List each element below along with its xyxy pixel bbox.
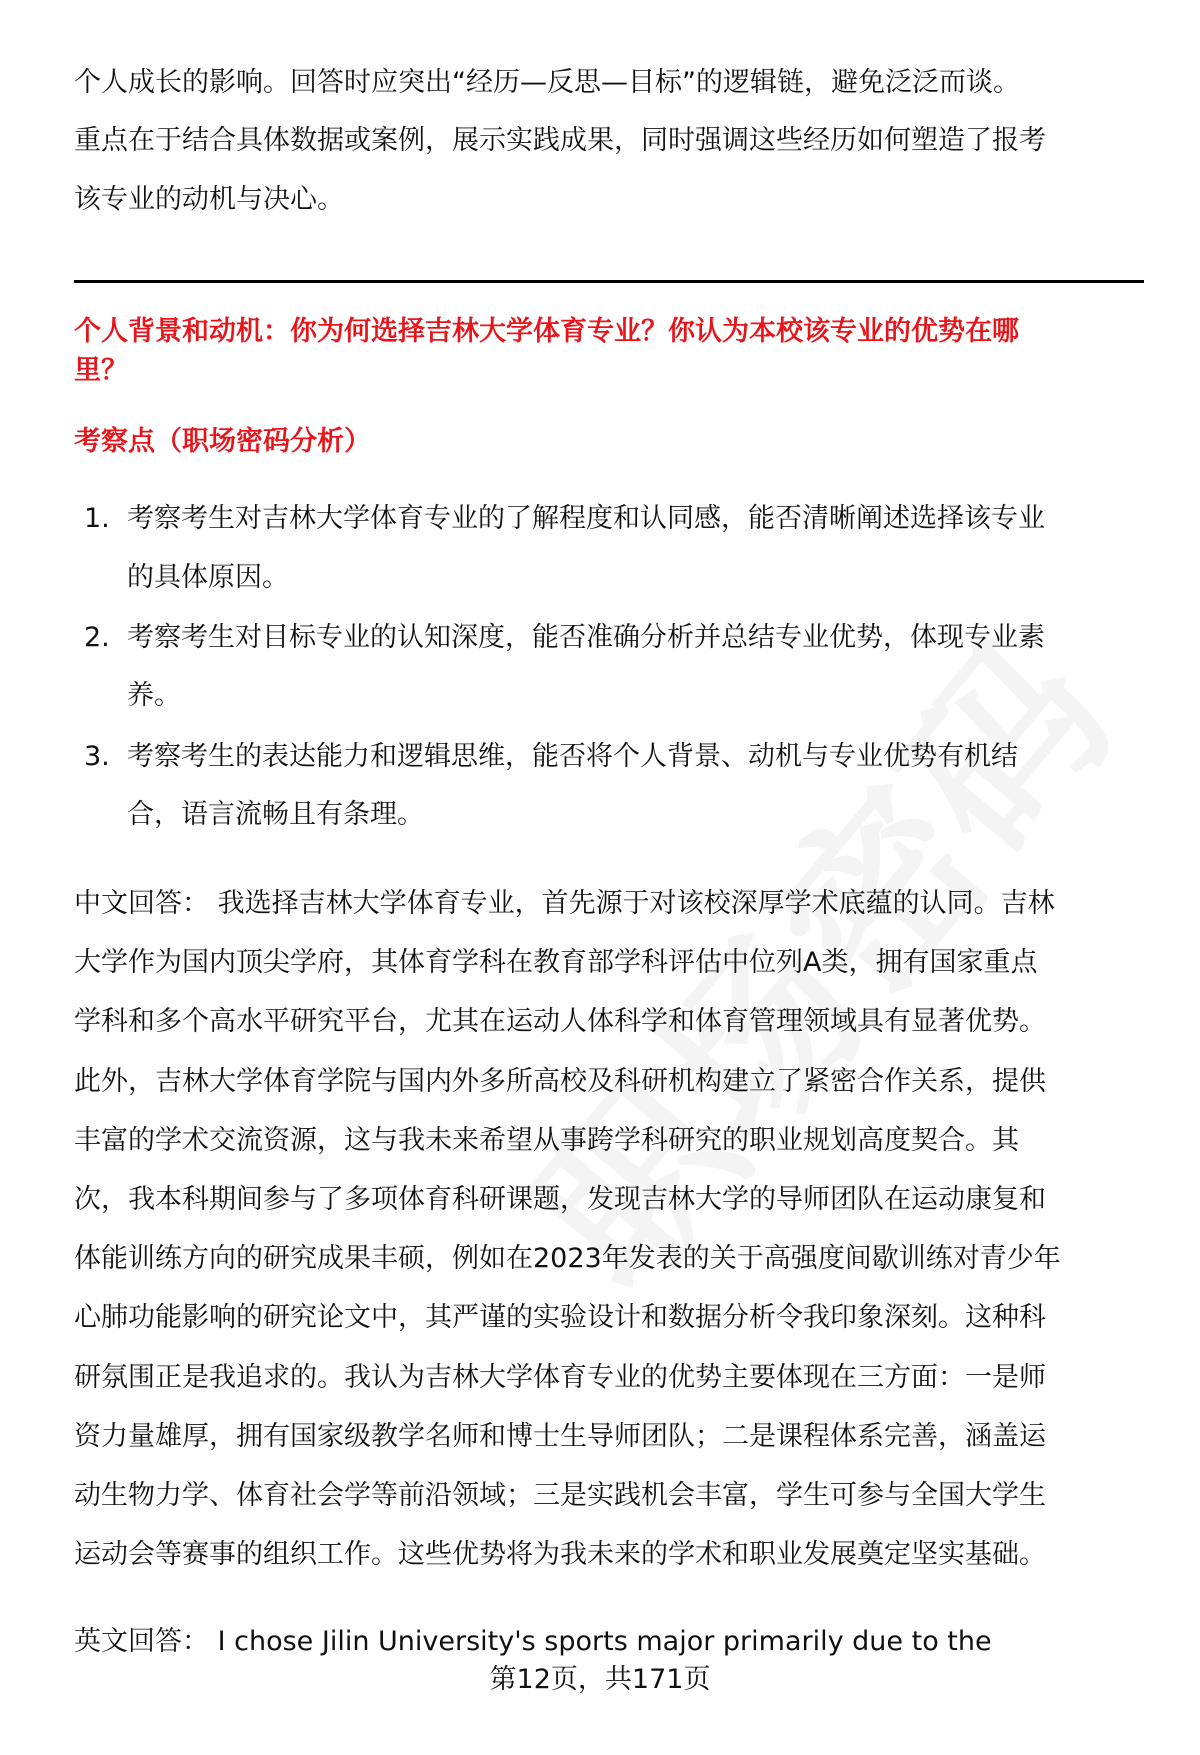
intro-line: 重点在于结合具体数据或案例，展示实践成果，同时强调这些经历如何塑造了报考 — [74, 125, 1046, 156]
chinese-answer-line: 资力量雄厚，拥有国家级教学名师和博士生导师团队；二是课程体系完善，涵盖运 — [74, 1420, 1046, 1452]
question-heading: 个人背景和动机：你为何选择吉林大学体育专业？你认为本校该专业的优势在哪 — [74, 316, 1019, 347]
list-item: 养。 — [127, 680, 181, 711]
intro-line: 个人成长的影响。回答时应突出“经历—反思—目标”的逻辑链，避免泛泛而谈。 — [74, 67, 1020, 98]
chinese-answer-line: 中文回答： 我选择吉林大学体育专业，首先源于对该校深厚学术底蕴的认同。吉林 — [74, 888, 1055, 919]
list-item: 考察考生对吉林大学体育专业的了解程度和认同感，能否清晰阐述选择该专业 — [127, 503, 1045, 534]
chinese-answer-line: 运动会等赛事的组织工作。这些优势将为我未来的学术和职业发展奠定坚实基础。 — [74, 1539, 1046, 1571]
chinese-answer-line: 此外，吉林大学体育学院与国内外多所高校及科研机构建立了紧密合作关系，提供 — [74, 1065, 1046, 1097]
english-answer: 英文回答： I chose Jilin University's sports major primarily due to the — [74, 1626, 992, 1657]
chinese-answer-line: 研氛围正是我追求的。我认为吉林大学体育专业的优势主要体现在三方面：一是师 — [74, 1361, 1046, 1393]
question-heading: 里？ — [74, 355, 128, 386]
list-number: 3. — [84, 741, 110, 772]
list-number: 1. — [84, 503, 110, 534]
list-item: 考察考生的表达能力和逻辑思维，能否将个人背景、动机与专业优势有机结 — [127, 741, 1018, 772]
exam-point-title: 考察点（职场密码分析） — [74, 426, 371, 457]
chinese-answer-line: 大学作为国内顶尖学府，其体育学科在教育部学科评估中位列A类，拥有国家重点 — [74, 947, 1038, 979]
chinese-answer-line: 体能训练方向的研究成果丰硕，例如在2023年发表的关于高强度间歇训练对青少年 — [74, 1243, 1061, 1275]
list-number: 2. — [84, 622, 110, 653]
chinese-answer-line: 学科和多个高水平研究平台，尤其在运动人体科学和体育管理领域具有显著优势。 — [74, 1006, 1046, 1038]
divider — [74, 280, 1144, 283]
list-item: 合，语言流畅且有条理。 — [127, 799, 424, 830]
list-item: 考察考生对目标专业的认知深度，能否准确分析并总结专业优势，体现专业素 — [127, 622, 1045, 653]
intro-line: 该专业的动机与决心。 — [74, 184, 344, 215]
chinese-answer-line: 心肺功能影响的研究论文中，其严谨的实验设计和数据分析令我印象深刻。这种科 — [74, 1302, 1046, 1334]
chinese-answer-line: 次，我本科期间参与了多项体育科研课题，发现吉林大学的导师团队在运动康复和 — [74, 1184, 1046, 1215]
chinese-answer-line: 丰富的学术交流资源，这与我未来希望从事跨学科研究的职业规划高度契合。其 — [74, 1124, 1019, 1156]
chinese-answer-line: 动生物力学、体育社会学等前沿领域；三是实践机会丰富，学生可参与全国大学生 — [74, 1480, 1046, 1511]
list-item: 的具体原因。 — [127, 562, 289, 593]
page-footer: 第12页，共171页 — [489, 1664, 711, 1695]
